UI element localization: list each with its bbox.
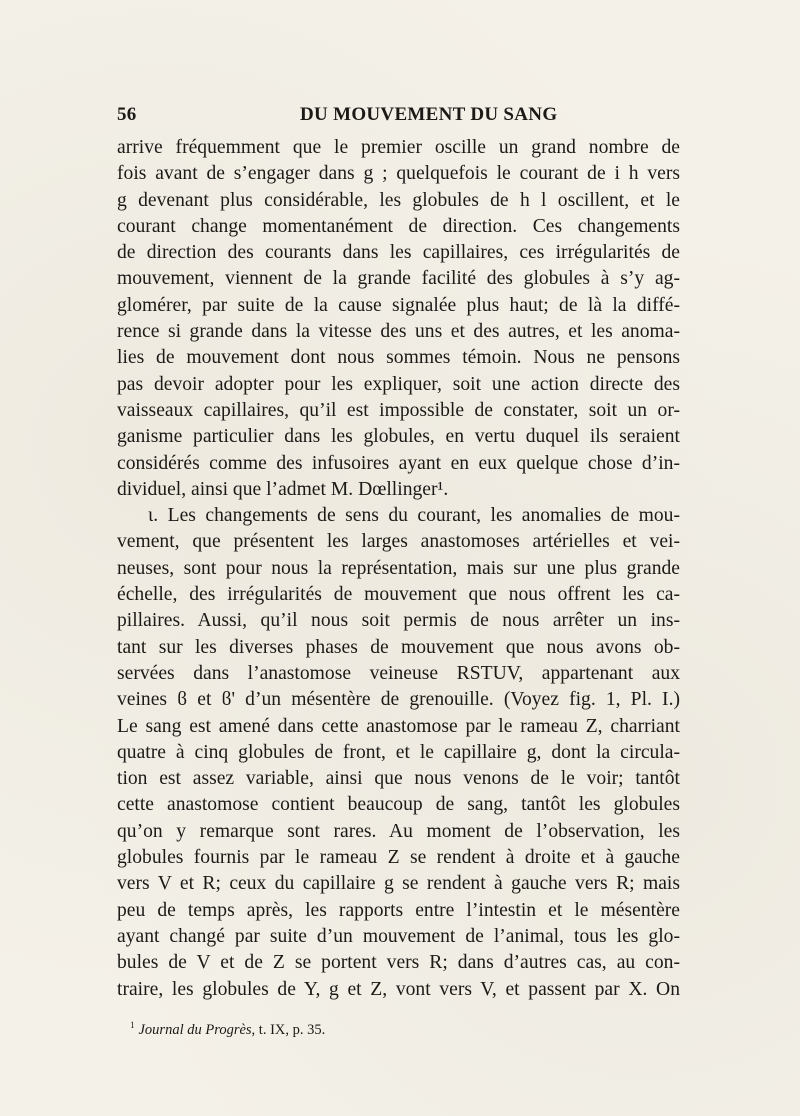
text-line: neuses, sont pour nous la représentation, mais sur une plus grande [117,557,680,579]
text-line: arrive fréquemment que le premier oscille un grand nombre de [117,137,680,158]
text-line: pas devoir adopter pour les expliquer, soit une action directe des [117,373,680,395]
text-line: quatre à cinq globules de front, et le capillaire g, dont la circula- [117,741,680,763]
text-line: échelle, des irrégularités de mouvement que nous offrent les ca- [117,584,680,606]
page-number: 56 [117,104,137,125]
text-line: considérés comme des infusoires ayant en eux quelque chose d’in- [117,452,680,474]
text-line: g devenant plus considérable, les globules de h l oscillent, et le [117,189,680,211]
text-line: bules de V et de Z se portent vers R; dans d’autres cas, au con- [117,952,680,974]
text-line: vers V et R; ceux du capillaire g se rendent à gauche vers R; mais [117,873,680,895]
text-line: globules fournis par le rameau Z se rendent à droite et à gauche [117,847,680,869]
footnote [130,1020,325,1039]
text-line: vement, que présentent les larges anastomoses artérielles et vei- [117,531,680,553]
text-line: pillaires. Aussi, qu’il nous soit permis de nous arrêter un ins- [117,610,680,632]
text-line: servées dans l’anastomose veineuse RSTUV, appartenant aux [117,662,680,684]
running-head [117,104,677,130]
running-title: DU MOUVEMENT DU SANG [300,104,558,125]
body-text [117,135,680,1003]
text-line: glomérer, par suite de la cause signalée plus haut; de là la diffé- [117,294,680,316]
text-line: rence si grande dans la vitesse des uns et des autres, et les anoma- [117,321,680,343]
text-line: ι. Les changements de sens du courant, les anomalies de mou- [148,505,680,527]
text-line: lies de mouvement dont nous sommes témoin. Nous ne pensons [117,347,680,369]
footnote-reference: , t. IX, p. 35. [251,1021,326,1038]
text-line: mouvement, viennent de la grande facilité des globules à s’y ag- [117,268,680,290]
text-line: tion est assez variable, ainsi que nous venons de le voir; tantôt [117,768,680,790]
text-line: courant change momentanément de direction. Ces changements [117,215,680,237]
text-line: de direction des courants dans les capillaires, ces irrégularités de [117,242,680,264]
text-line: cette anastomose contient beaucoup de sang, tantôt les globules [117,794,680,816]
text-line: ayant changé par suite d’un mouvement de l’animal, tous les glo- [117,925,680,947]
text-line: tant sur les diverses phases de mouvement que nous avons ob- [117,636,680,658]
text-line: peu de temps après, les rapports entre l’intestin et le mésentère [117,899,680,921]
text-line: qu’on y remarque sont rares. Au moment de l’observation, les [117,820,680,842]
text-line: dividuel, ainsi que l’admet M. Dœllinger¹. [117,478,449,500]
text-line: ganisme particulier dans les globules, en vertu duquel ils seraient [117,426,680,448]
footnote-source: Journal du Progrès [138,1021,252,1038]
footnote-marker: 1 [130,1020,135,1030]
text-line: vaisseaux capillaires, qu’il est impossible de constater, soit un or- [117,399,680,421]
text-line: traire, les globules de Y, g et Z, vont vers V, et passent par X. On [117,978,680,1000]
text-line: Le sang est amené dans cette anastomose par le rameau Z, charriant [117,715,680,737]
text-line: veines ϐ et ϐ' d’un mésentère de grenouille. (Voyez fig. 1, Pl. I.) [117,689,680,711]
text-line: fois avant de s’engager dans g ; quelquefois le courant de i h vers [117,163,680,185]
